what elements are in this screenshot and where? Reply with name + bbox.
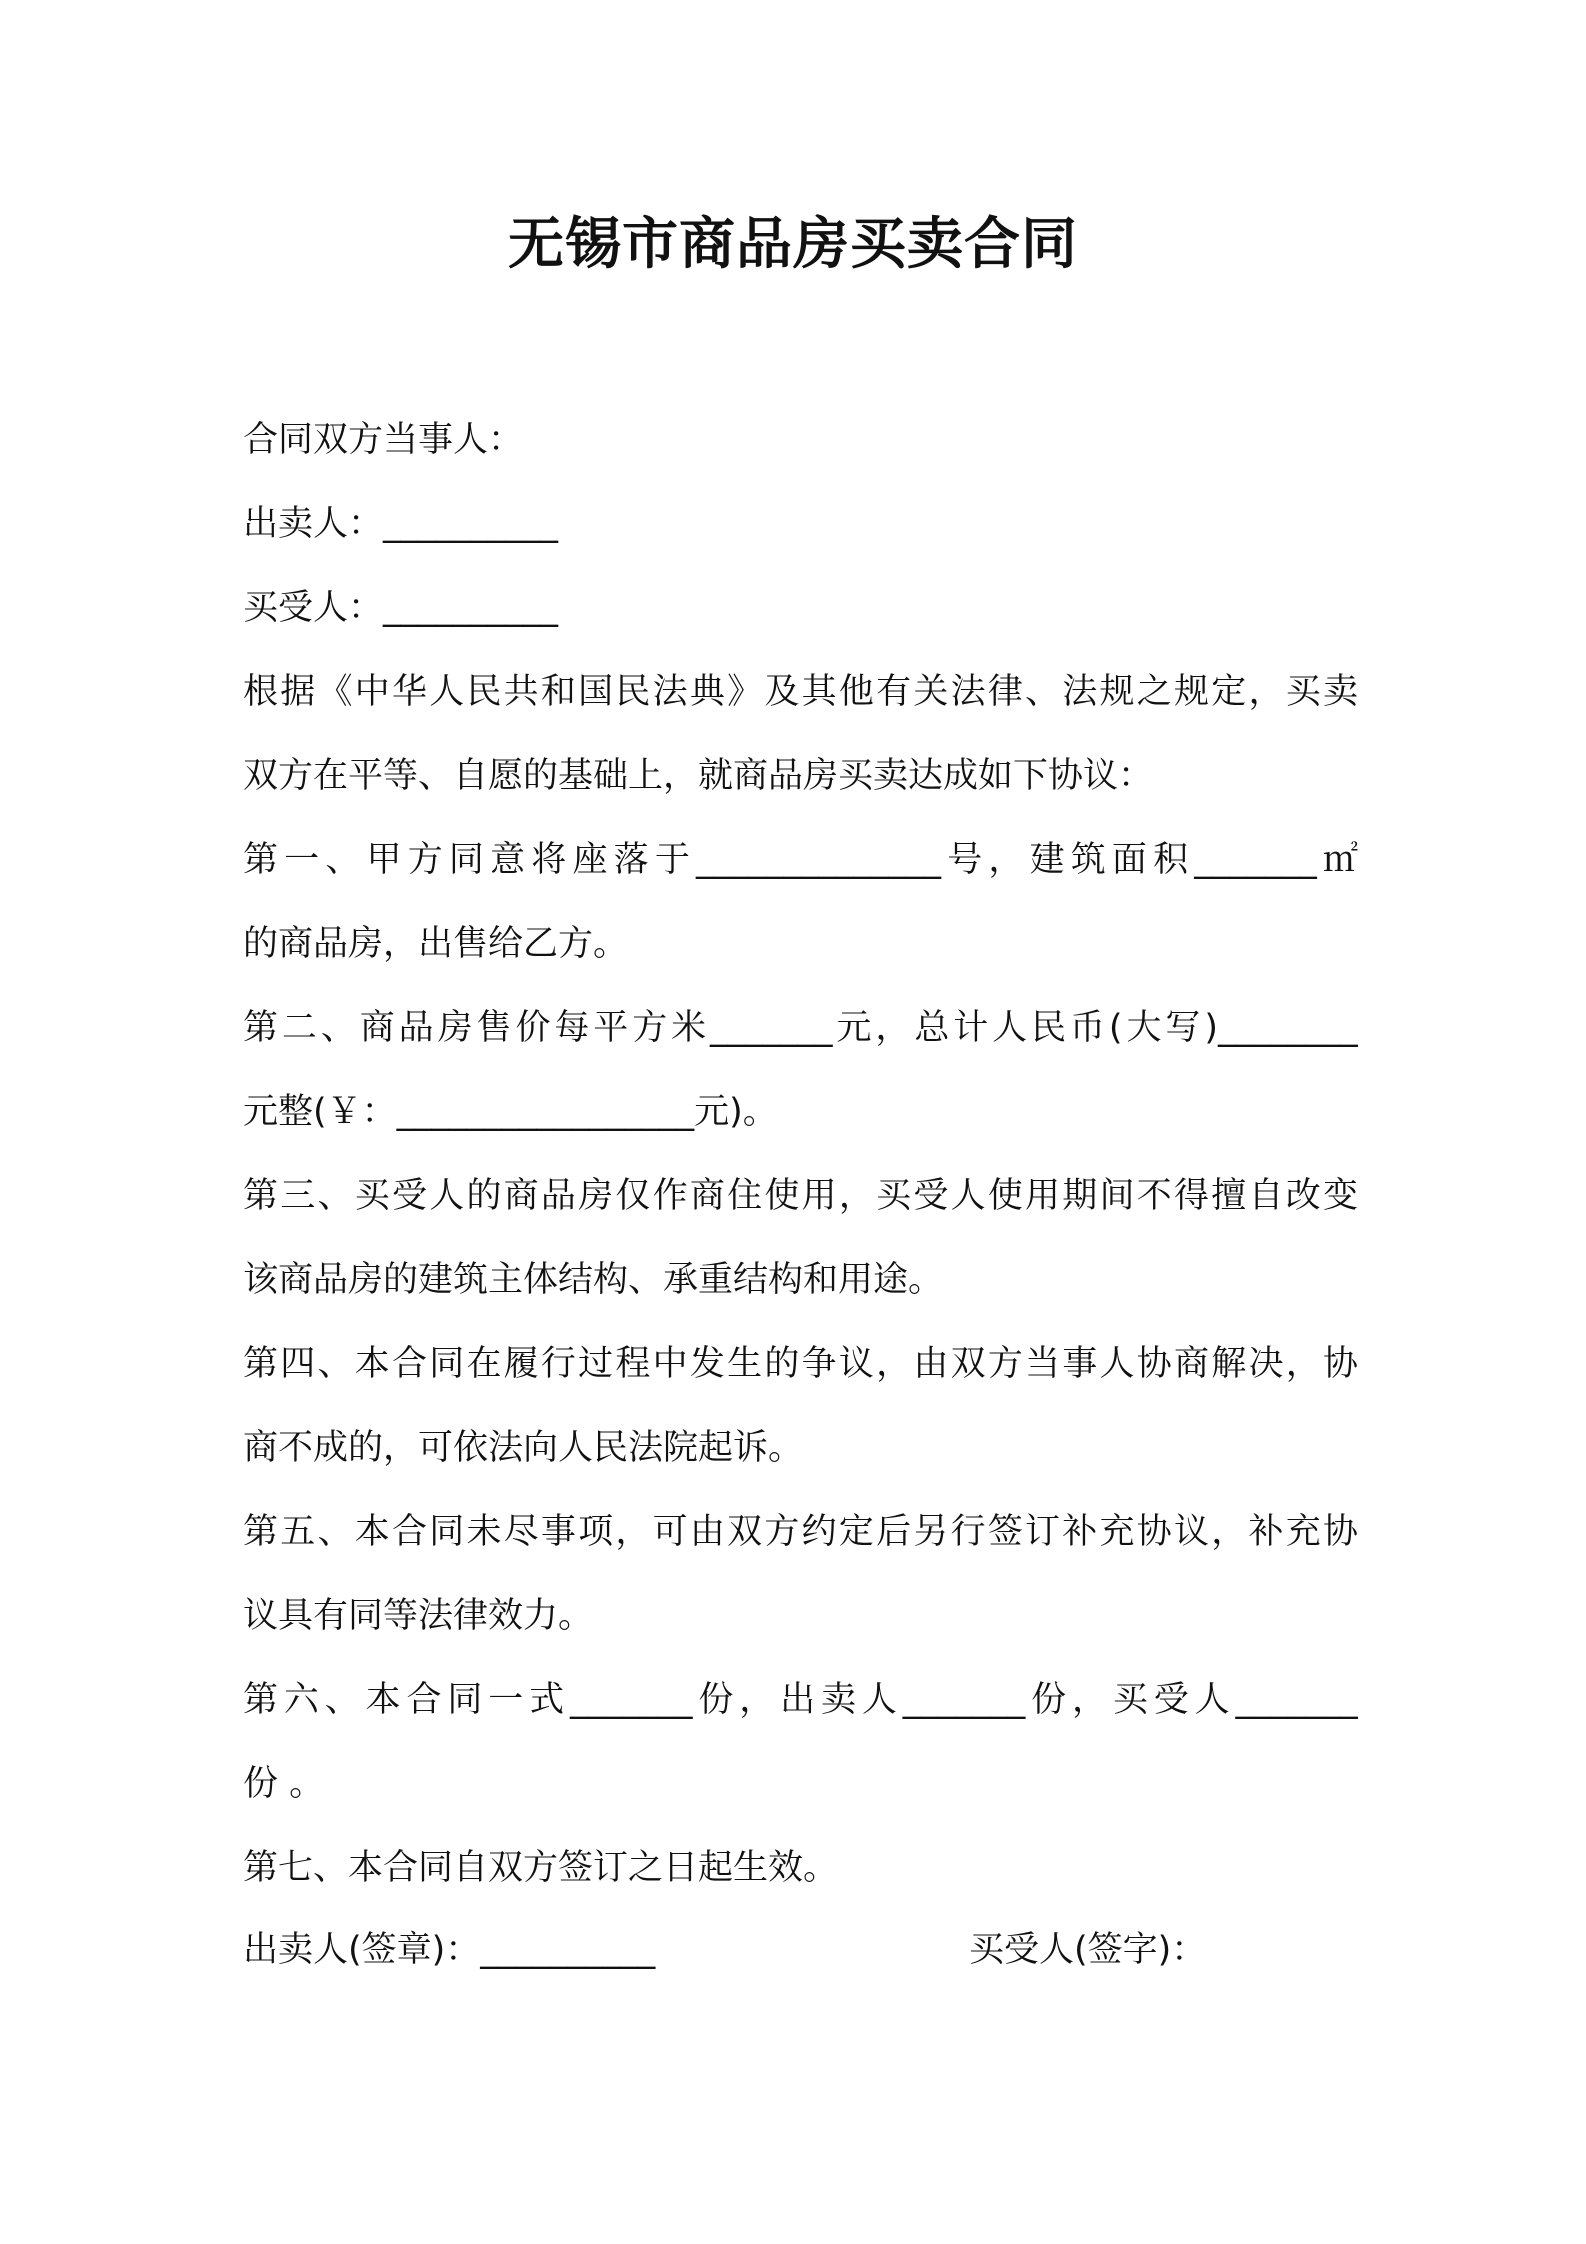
buyer-line: 买受人：__________ xyxy=(243,588,559,628)
preamble-line-1: 根据《中华人民共和国民法典》及其他有关法律、法规之规定，买卖 xyxy=(243,672,1358,712)
clause-3-line-2: 该商品房的建筑主体结构、承重结构和用途。 xyxy=(243,1260,944,1300)
signature-row xyxy=(243,1908,1358,1992)
clause-4-line-1: 第四、本合同在履行过程中发生的争议，由双方当事人协商解决，协 xyxy=(243,1344,1358,1384)
parties-heading: 合同双方当事人： xyxy=(243,420,524,460)
clause-2-line-2: 元整(￥：_________________元)。 xyxy=(243,1092,778,1132)
clause-2-line-1: 第二、商品房售价每平方米_______元，总计人民币(大写)________ xyxy=(243,1008,1358,1048)
clause-7-line-1: 第七、本合同自双方签订之日起生效。 xyxy=(243,1848,839,1888)
clause-5-line-2: 议具有同等法律效力。 xyxy=(243,1596,594,1636)
seller-signature: 出卖人(签章)：__________ xyxy=(243,1930,656,1970)
buyer-signature: 买受人(签字)： xyxy=(969,1930,1207,1970)
clause-3-line-1: 第三、买受人的商品房仅作商住使用，买受人使用期间不得擅自改变 xyxy=(243,1176,1358,1216)
preamble-line-2: 双方在平等、自愿的基础上，就商品房买卖达成如下协议： xyxy=(243,756,1154,796)
document-title: 无锡市商品房买卖合同 xyxy=(508,212,1078,277)
seller-line: 出卖人：__________ xyxy=(243,504,559,544)
clause-1-line-1: 第一、甲方同意将座落于______________号，建筑面积_______㎡ xyxy=(243,840,1358,880)
clause-6-line-2: 份 。 xyxy=(243,1764,325,1804)
clause-4-line-2: 商不成的，可依法向人民法院起诉。 xyxy=(243,1428,804,1468)
clause-5-line-1: 第五、本合同未尽事项，可由双方约定后另行签订补充协议，补充协 xyxy=(243,1512,1358,1552)
clause-6-line-1: 第六、本合同一式_______份，出卖人_______份，买受人_______ xyxy=(243,1680,1358,1720)
contract-body xyxy=(243,398,1358,1910)
clause-1-line-2: 的商品房，出售给乙方。 xyxy=(243,924,629,964)
